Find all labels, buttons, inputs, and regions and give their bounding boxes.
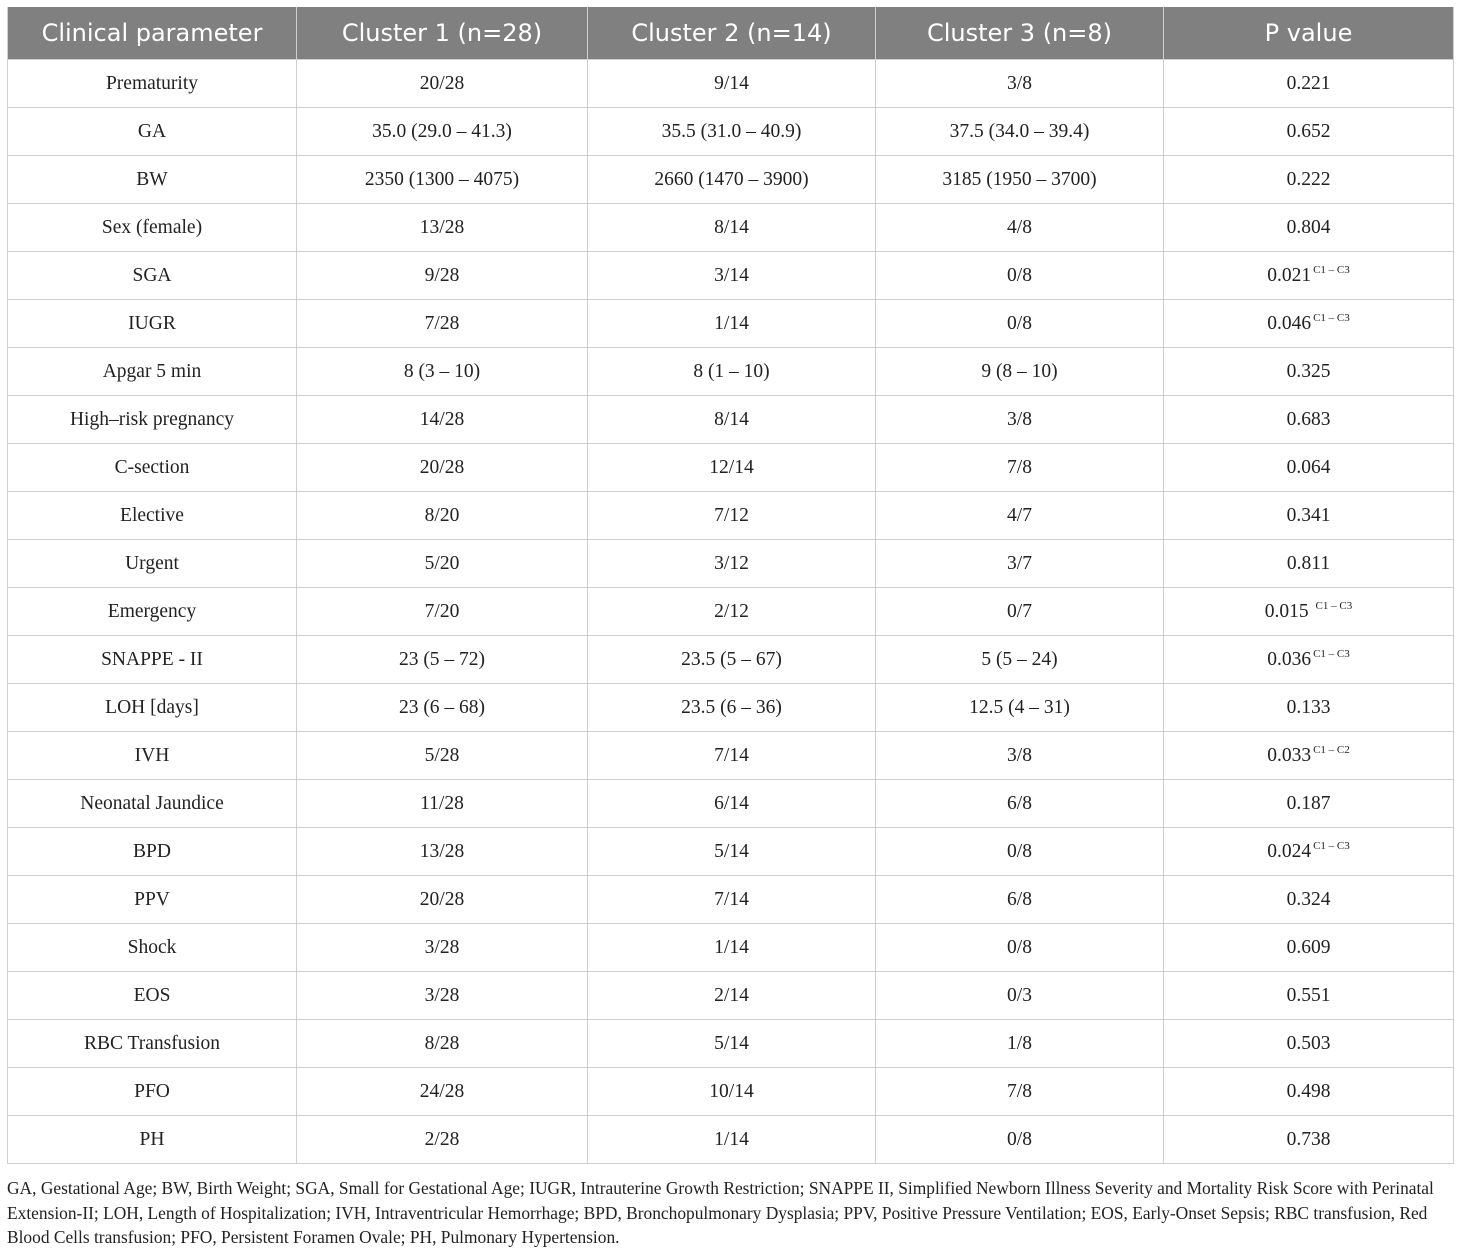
cell-cluster-3: 3/7 bbox=[876, 540, 1164, 588]
cell-p-value bbox=[1164, 828, 1454, 876]
header-cluster-2: Cluster 2 (n=14) bbox=[588, 7, 876, 60]
cell-p-value bbox=[1164, 108, 1454, 156]
cell-cluster-3: 0/8 bbox=[876, 300, 1164, 348]
cell-cluster-2: 3/12 bbox=[588, 540, 876, 588]
cell-cluster-1: 20/28 bbox=[297, 444, 588, 492]
cell-cluster-2: 1/14 bbox=[588, 924, 876, 972]
cell-cluster-2: 23.5 (6 – 36) bbox=[588, 684, 876, 732]
table-row bbox=[8, 108, 1454, 156]
cell-parameter: IVH bbox=[8, 732, 297, 780]
table-row bbox=[8, 732, 1454, 780]
p-value-comparison-superscript: C1 – C3 bbox=[1313, 840, 1350, 852]
cell-cluster-3: 6/8 bbox=[876, 876, 1164, 924]
cell-cluster-2: 8/14 bbox=[588, 396, 876, 444]
cell-p-value bbox=[1164, 1020, 1454, 1068]
p-value-comparison-superscript: C1 – C3 bbox=[1313, 312, 1350, 324]
p-value-comparison-superscript: C1 – C3 bbox=[1313, 264, 1350, 276]
header-clinical-parameter: Clinical parameter bbox=[8, 7, 297, 60]
cell-cluster-1: 2/28 bbox=[297, 1116, 588, 1164]
table-row bbox=[8, 588, 1454, 636]
table-row bbox=[8, 300, 1454, 348]
table-row bbox=[8, 492, 1454, 540]
cell-parameter: RBC Transfusion bbox=[8, 1020, 297, 1068]
p-value-text: 0.015 bbox=[1264, 601, 1314, 622]
p-value-text: 0.064 bbox=[1286, 456, 1331, 478]
cell-p-value bbox=[1164, 636, 1454, 684]
table-row bbox=[8, 972, 1454, 1020]
cell-parameter: C-section bbox=[8, 444, 297, 492]
cell-cluster-2: 2660 (1470 – 3900) bbox=[588, 156, 876, 204]
cell-parameter: Shock bbox=[8, 924, 297, 972]
cell-cluster-2: 10/14 bbox=[588, 1068, 876, 1116]
cell-p-value bbox=[1164, 780, 1454, 828]
cell-p-value bbox=[1164, 588, 1454, 636]
cell-parameter: SGA bbox=[8, 252, 297, 300]
table-row bbox=[8, 156, 1454, 204]
cell-p-value bbox=[1164, 300, 1454, 348]
cell-cluster-3: 1/8 bbox=[876, 1020, 1164, 1068]
cell-cluster-3: 0/8 bbox=[876, 828, 1164, 876]
cell-cluster-3: 0/8 bbox=[876, 924, 1164, 972]
p-value-text: 0.609 bbox=[1286, 936, 1331, 958]
cell-parameter: Urgent bbox=[8, 540, 297, 588]
cell-cluster-1: 13/28 bbox=[297, 204, 588, 252]
p-value-text: 0.503 bbox=[1286, 1032, 1331, 1054]
table-row bbox=[8, 828, 1454, 876]
cell-parameter: IUGR bbox=[8, 300, 297, 348]
cell-cluster-1: 8/20 bbox=[297, 492, 588, 540]
p-value-text: 0.325 bbox=[1286, 360, 1331, 382]
cell-p-value bbox=[1164, 252, 1454, 300]
cell-cluster-1: 35.0 (29.0 – 41.3) bbox=[297, 108, 588, 156]
table-row bbox=[8, 204, 1454, 252]
cell-cluster-3: 0/8 bbox=[876, 252, 1164, 300]
cell-p-value bbox=[1164, 492, 1454, 540]
cell-cluster-3: 0/8 bbox=[876, 1116, 1164, 1164]
cell-p-value bbox=[1164, 60, 1454, 108]
cell-cluster-2: 8/14 bbox=[588, 204, 876, 252]
cell-cluster-2: 7/14 bbox=[588, 732, 876, 780]
cell-cluster-2: 9/14 bbox=[588, 60, 876, 108]
cell-parameter: High–risk pregnancy bbox=[8, 396, 297, 444]
cell-p-value bbox=[1164, 348, 1454, 396]
table-row bbox=[8, 636, 1454, 684]
cell-parameter: GA bbox=[8, 108, 297, 156]
table-row bbox=[8, 60, 1454, 108]
table-row bbox=[8, 348, 1454, 396]
cell-cluster-1: 7/28 bbox=[297, 300, 588, 348]
p-value-text: 0.811 bbox=[1286, 552, 1331, 574]
header-p-value: P value bbox=[1164, 7, 1454, 60]
cell-p-value bbox=[1164, 972, 1454, 1020]
cell-cluster-3: 6/8 bbox=[876, 780, 1164, 828]
cell-parameter: Apgar 5 min bbox=[8, 348, 297, 396]
p-value-text: 0.551 bbox=[1286, 984, 1331, 1006]
cell-parameter: PFO bbox=[8, 1068, 297, 1116]
cell-cluster-1: 8/28 bbox=[297, 1020, 588, 1068]
header-cluster-3: Cluster 3 (n=8) bbox=[876, 7, 1164, 60]
p-value-comparison-superscript: C1 – C3 bbox=[1315, 600, 1353, 612]
cell-parameter: SNAPPE - II bbox=[8, 636, 297, 684]
cell-parameter: Elective bbox=[8, 492, 297, 540]
cell-cluster-3: 0/3 bbox=[876, 972, 1164, 1020]
p-value-text: 0.341 bbox=[1286, 504, 1331, 526]
cell-cluster-2: 23.5 (5 – 67) bbox=[588, 636, 876, 684]
cell-parameter: Emergency bbox=[8, 588, 297, 636]
p-value-comparison-superscript: C1 – C3 bbox=[1313, 648, 1350, 660]
cell-p-value bbox=[1164, 684, 1454, 732]
cell-cluster-2: 12/14 bbox=[588, 444, 876, 492]
cell-cluster-3: 4/7 bbox=[876, 492, 1164, 540]
p-value-text: 0.046 bbox=[1267, 313, 1312, 334]
cell-cluster-2: 6/14 bbox=[588, 780, 876, 828]
cell-p-value bbox=[1164, 924, 1454, 972]
cell-cluster-2: 2/14 bbox=[588, 972, 876, 1020]
cell-p-value bbox=[1164, 540, 1454, 588]
table-row bbox=[8, 684, 1454, 732]
cell-cluster-3: 12.5 (4 – 31) bbox=[876, 684, 1164, 732]
cell-cluster-1: 20/28 bbox=[297, 876, 588, 924]
cell-cluster-3: 7/8 bbox=[876, 1068, 1164, 1116]
clinical-parameters-table bbox=[7, 7, 1454, 1164]
cell-cluster-3: 7/8 bbox=[876, 444, 1164, 492]
cell-parameter: PPV bbox=[8, 876, 297, 924]
cell-cluster-1: 3/28 bbox=[297, 972, 588, 1020]
cell-cluster-3: 37.5 (34.0 – 39.4) bbox=[876, 108, 1164, 156]
cell-cluster-2: 1/14 bbox=[588, 300, 876, 348]
p-value-text: 0.652 bbox=[1286, 120, 1331, 142]
table-row bbox=[8, 1068, 1454, 1116]
cell-cluster-1: 24/28 bbox=[297, 1068, 588, 1116]
p-value-text: 0.024 bbox=[1267, 841, 1312, 862]
cell-cluster-1: 8 (3 – 10) bbox=[297, 348, 588, 396]
p-value-comparison-superscript: C1 – C2 bbox=[1313, 744, 1350, 756]
cell-cluster-1: 14/28 bbox=[297, 396, 588, 444]
cell-cluster-1: 5/20 bbox=[297, 540, 588, 588]
table-row bbox=[8, 444, 1454, 492]
cell-p-value bbox=[1164, 396, 1454, 444]
p-value-text: 0.498 bbox=[1286, 1080, 1331, 1102]
cell-cluster-3: 3/8 bbox=[876, 732, 1164, 780]
cell-cluster-1: 20/28 bbox=[297, 60, 588, 108]
cell-parameter: BW bbox=[8, 156, 297, 204]
cell-cluster-1: 23 (5 – 72) bbox=[297, 636, 588, 684]
cell-p-value bbox=[1164, 732, 1454, 780]
table-row bbox=[8, 924, 1454, 972]
cell-cluster-2: 2/12 bbox=[588, 588, 876, 636]
cell-cluster-3: 9 (8 – 10) bbox=[876, 348, 1164, 396]
cell-cluster-2: 1/14 bbox=[588, 1116, 876, 1164]
table-footnote: GA, Gestational Age; BW, Birth Weight; SGA, Small for Gestational Age; IUGR, Intrauterine Growth Restriction; SNAPPE II, Simplified Newborn Illness Severity and Mortality Risk Score with Perinatal Extension-II; LOH, Length of Hospitalization; IVH, Intraventricular Hemorrhage; BPD, Bronchopulmonary Dysplasia; PPV, Positive Pressure Ventilation; EOS, Early-Onset Sepsis; RBC transfusion, Red Blood Cells transfusion; PFO, Persistent Foramen Ovale; PH, Pulmonary Hypertension. bbox=[7, 1178, 1434, 1247]
cell-cluster-3: 3185 (1950 – 3700) bbox=[876, 156, 1164, 204]
cell-cluster-3: 3/8 bbox=[876, 396, 1164, 444]
cell-parameter: LOH [days] bbox=[8, 684, 297, 732]
cell-parameter: Prematurity bbox=[8, 60, 297, 108]
cell-parameter: BPD bbox=[8, 828, 297, 876]
cell-parameter: EOS bbox=[8, 972, 297, 1020]
p-value-text: 0.738 bbox=[1286, 1128, 1331, 1150]
table-row bbox=[8, 780, 1454, 828]
p-value-text: 0.021 bbox=[1267, 265, 1312, 286]
p-value-text: 0.324 bbox=[1286, 888, 1331, 910]
table-container bbox=[7, 7, 1453, 1164]
p-value-text: 0.683 bbox=[1286, 408, 1331, 430]
cell-parameter: Sex (female) bbox=[8, 204, 297, 252]
p-value-text: 0.804 bbox=[1286, 216, 1331, 238]
cell-cluster-1: 9/28 bbox=[297, 252, 588, 300]
cell-cluster-2: 3/14 bbox=[588, 252, 876, 300]
cell-p-value bbox=[1164, 444, 1454, 492]
cell-cluster-2: 8 (1 – 10) bbox=[588, 348, 876, 396]
p-value-text: 0.036 bbox=[1267, 649, 1312, 670]
cell-cluster-3: 3/8 bbox=[876, 60, 1164, 108]
cell-cluster-1: 13/28 bbox=[297, 828, 588, 876]
cell-cluster-2: 7/12 bbox=[588, 492, 876, 540]
cell-cluster-2: 5/14 bbox=[588, 1020, 876, 1068]
p-value-text: 0.221 bbox=[1286, 72, 1331, 94]
cell-cluster-3: 5 (5 – 24) bbox=[876, 636, 1164, 684]
cell-p-value bbox=[1164, 876, 1454, 924]
cell-cluster-2: 5/14 bbox=[588, 828, 876, 876]
cell-cluster-1: 23 (6 – 68) bbox=[297, 684, 588, 732]
cell-parameter: PH bbox=[8, 1116, 297, 1164]
cell-cluster-3: 4/8 bbox=[876, 204, 1164, 252]
cell-p-value bbox=[1164, 156, 1454, 204]
cell-cluster-1: 3/28 bbox=[297, 924, 588, 972]
p-value-text: 0.033 bbox=[1267, 745, 1312, 766]
table-row bbox=[8, 252, 1454, 300]
cell-cluster-1: 7/20 bbox=[297, 588, 588, 636]
p-value-text: 0.187 bbox=[1286, 792, 1331, 814]
cell-cluster-2: 35.5 (31.0 – 40.9) bbox=[588, 108, 876, 156]
cell-cluster-1: 5/28 bbox=[297, 732, 588, 780]
table-body bbox=[8, 60, 1454, 1164]
cell-cluster-1: 11/28 bbox=[297, 780, 588, 828]
table-row bbox=[8, 540, 1454, 588]
cell-p-value bbox=[1164, 204, 1454, 252]
cell-p-value bbox=[1164, 1116, 1454, 1164]
cell-parameter: Neonatal Jaundice bbox=[8, 780, 297, 828]
table-row bbox=[8, 876, 1454, 924]
cell-p-value bbox=[1164, 1068, 1454, 1116]
table-row bbox=[8, 1020, 1454, 1068]
p-value-text: 0.133 bbox=[1286, 696, 1331, 718]
table-row bbox=[8, 396, 1454, 444]
cell-cluster-2: 7/14 bbox=[588, 876, 876, 924]
cell-cluster-1: 2350 (1300 – 4075) bbox=[297, 156, 588, 204]
header-row bbox=[8, 7, 1454, 60]
p-value-text: 0.222 bbox=[1286, 168, 1331, 190]
cell-cluster-3: 0/7 bbox=[876, 588, 1164, 636]
header-cluster-1: Cluster 1 (n=28) bbox=[297, 7, 588, 60]
table-row bbox=[8, 1116, 1454, 1164]
